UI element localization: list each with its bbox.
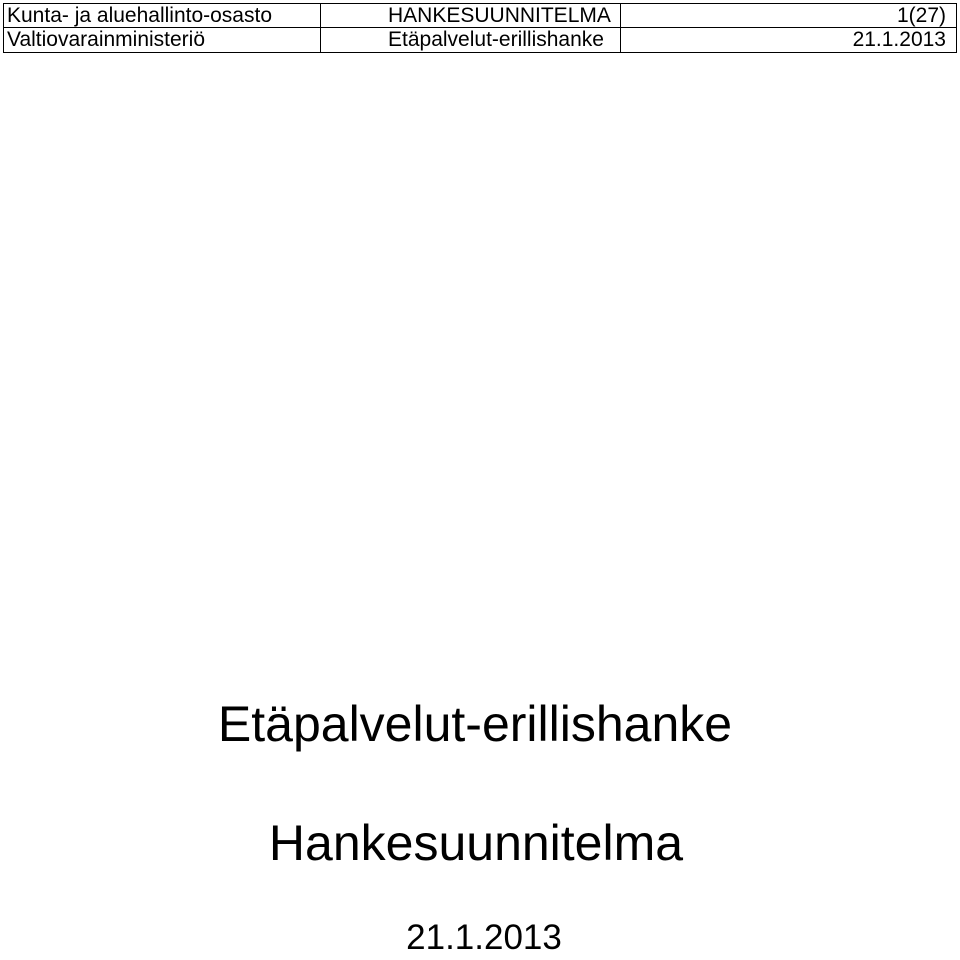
header-date: 21.1.2013 [852, 28, 946, 51]
header-doc-type: HANKESUUNNITELMA [321, 4, 621, 28]
cover-title: Etäpalvelut-erillishanke [217, 696, 733, 752]
document-header [3, 3, 957, 53]
header-project-name: Etäpalvelut-erillishanke [321, 28, 621, 52]
header-page-info: 1(27) [621, 4, 956, 28]
header-ministry: Valtiovarainministeriö [4, 28, 321, 52]
cover-date: 21.1.2013 [406, 918, 562, 957]
header-department: Kunta- ja aluehallinto-osasto [4, 4, 321, 28]
cover-subtitle: Hankesuunnitelma [268, 815, 684, 871]
